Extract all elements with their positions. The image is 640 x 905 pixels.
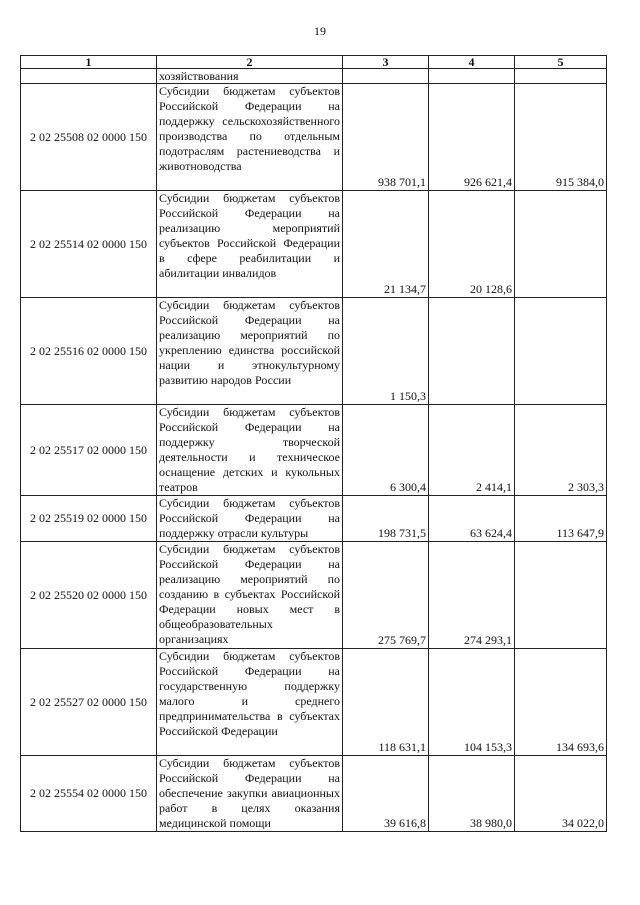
- value-col-5: 34 022,0: [515, 756, 607, 832]
- item-description: Субсидии бюджетам субъектов Российской Федерации на поддержку отрасли культуры: [157, 496, 343, 542]
- table-row: [21, 756, 607, 832]
- continuation-row: [21, 69, 607, 84]
- item-description: Субсидии бюджетам субъектов Российской Федерации на обеспечение закупки авиационных работ в целях оказания медицинской помощи: [157, 756, 343, 832]
- value-col-4: 104 153,3: [429, 649, 515, 756]
- budget-code: 2 02 25554 02 0000 150: [21, 756, 157, 832]
- header-col-1: 1: [21, 56, 157, 69]
- code-cell: [21, 69, 157, 84]
- header-col-2: 2: [157, 56, 343, 69]
- value-col-5: [515, 191, 607, 298]
- value-col-5: 113 647,9: [515, 496, 607, 542]
- value-col-4: [429, 298, 515, 405]
- page-number: 19: [314, 24, 326, 38]
- budget-code: 2 02 25514 02 0000 150: [21, 191, 157, 298]
- continuation-text: хозяйствования: [157, 69, 343, 84]
- value-col-4: 20 128,6: [429, 191, 515, 298]
- table-row: [21, 298, 607, 405]
- header-row: [21, 56, 607, 69]
- value-cell: [343, 69, 429, 84]
- table-row: [21, 84, 607, 191]
- header-col-3: 3: [343, 56, 429, 69]
- table-row: [21, 649, 607, 756]
- budget-code: 2 02 25520 02 0000 150: [21, 542, 157, 649]
- value-col-3: 938 701,1: [343, 84, 429, 191]
- item-description: Субсидии бюджетам субъектов Российской Федерации на реализацию мероприятий по укреплению единства российской нации и этнокультурному развитию народов России: [157, 298, 343, 405]
- table-row: [21, 496, 607, 542]
- item-description: Субсидии бюджетам субъектов Российской Федерации на реализацию мероприятий по созданию в субъектах Российской Федерации новых мест в общеобразовательных организациях: [157, 542, 343, 649]
- value-col-3: 6 300,4: [343, 405, 429, 496]
- item-description: Субсидии бюджетам субъектов Российской Федерации на государственную поддержку малого и среднего предпринимательства в субъектах Российской Федерации: [157, 649, 343, 756]
- budget-code: 2 02 25516 02 0000 150: [21, 298, 157, 405]
- value-col-5: 134 693,6: [515, 649, 607, 756]
- value-col-3: 1 150,3: [343, 298, 429, 405]
- budget-table: [20, 55, 607, 832]
- table-row: [21, 542, 607, 649]
- value-col-3: 275 769,7: [343, 542, 429, 649]
- value-col-5: [515, 542, 607, 649]
- table-row: [21, 405, 607, 496]
- budget-code: 2 02 25527 02 0000 150: [21, 649, 157, 756]
- budget-code: 2 02 25519 02 0000 150: [21, 496, 157, 542]
- value-col-5: 915 384,0: [515, 84, 607, 191]
- value-cell: [429, 69, 515, 84]
- value-col-3: 118 631,1: [343, 649, 429, 756]
- value-col-4: 926 621,4: [429, 84, 515, 191]
- value-cell: [515, 69, 607, 84]
- budget-code: 2 02 25517 02 0000 150: [21, 405, 157, 496]
- item-description: Субсидии бюджетам субъектов Российской Федерации на поддержку творческой деятельности и техническое оснащение детских и кукольных театров: [157, 405, 343, 496]
- item-description: Субсидии бюджетам субъектов Российской Федерации на реализацию мероприятий субъектов Российской Федерации в сфере реабилитации и абилитации инвалидов: [157, 191, 343, 298]
- header-col-4: 4: [429, 56, 515, 69]
- item-description: Субсидии бюджетам субъектов Российской Федерации на поддержку сельскохозяйственного производства по отдельным подотраслям растениеводства и животноводства: [157, 84, 343, 191]
- value-col-4: 274 293,1: [429, 542, 515, 649]
- value-col-4: 63 624,4: [429, 496, 515, 542]
- header-col-5: 5: [515, 56, 607, 69]
- table-row: [21, 191, 607, 298]
- value-col-4: 38 980,0: [429, 756, 515, 832]
- budget-code: 2 02 25508 02 0000 150: [21, 84, 157, 191]
- value-col-3: 21 134,7: [343, 191, 429, 298]
- value-col-4: 2 414,1: [429, 405, 515, 496]
- value-col-5: 2 303,3: [515, 405, 607, 496]
- value-col-5: [515, 298, 607, 405]
- value-col-3: 198 731,5: [343, 496, 429, 542]
- value-col-3: 39 616,8: [343, 756, 429, 832]
